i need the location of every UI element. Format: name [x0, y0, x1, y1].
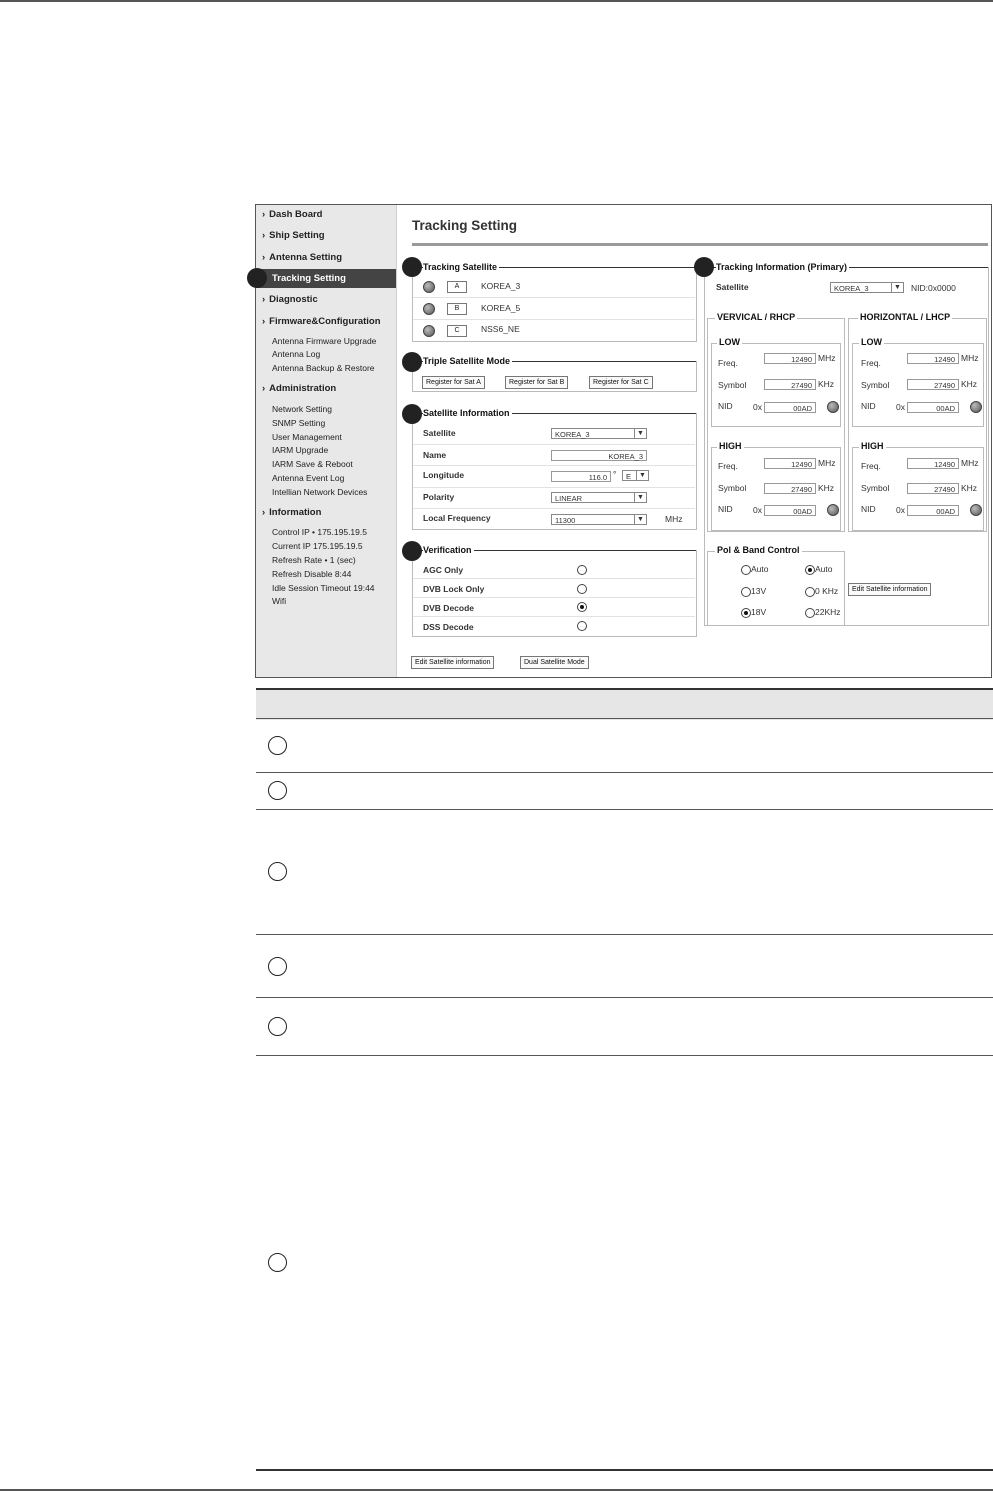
tracking-nid: NID:0x0000 [911, 283, 956, 293]
callout-marker [694, 257, 714, 277]
table-row-divider [256, 997, 993, 998]
horizontal-low-symbol-input[interactable]: 27490 [907, 379, 959, 390]
verification-option-label: AGC Only [423, 565, 464, 575]
table-bottom-rule [256, 1469, 993, 1471]
nav-intellian-network-devices[interactable]: Intellian Network Devices [272, 487, 368, 497]
row-number-circle [268, 781, 287, 800]
chevron-down-icon: ▼ [634, 429, 646, 438]
symbol-unit: KHz [961, 483, 978, 493]
verification-heading: Verification [423, 545, 472, 555]
satellite-label: Satellite [423, 428, 456, 438]
vertical-low-nid-input[interactable]: 00AD [764, 402, 816, 413]
vertical-low-symbol-input[interactable]: 27490 [764, 379, 816, 390]
band-option-label: Auto [815, 564, 833, 574]
triple-satellite-mode-heading: Triple Satellite Mode [423, 356, 511, 366]
row-number-circle [268, 862, 287, 881]
table-row-divider [256, 718, 993, 719]
chevron-right-icon: › [262, 383, 266, 394]
local-frequency-label: Local Frequency [423, 513, 491, 523]
dss-decode-radio[interactable] [577, 621, 587, 631]
callout-marker [402, 404, 422, 424]
tracking-satellite-label: Satellite [716, 282, 749, 292]
freq-label: Freq. [718, 358, 738, 368]
status-lamp-icon [827, 504, 839, 516]
freq-unit: MHz [818, 458, 836, 468]
callout-marker [402, 257, 422, 277]
row-number-circle [268, 1253, 287, 1272]
callout-marker [402, 541, 422, 561]
pol-18v-radio[interactable] [741, 608, 751, 618]
nid-label: NID [861, 401, 876, 411]
chevron-right-icon: › [262, 294, 266, 305]
horizontal-low-freq-input[interactable]: 12490 [907, 353, 959, 364]
dual-satellite-mode-button[interactable]: Dual Satellite Mode [520, 656, 589, 669]
vertical-high-title: HIGH [719, 441, 742, 451]
row-divider [413, 297, 695, 298]
tracking-satellite-select[interactable]: KOREA_3 ▼ [830, 282, 904, 293]
table-row-divider [256, 934, 993, 935]
nav-diagnostic[interactable]: › Diagnostic [262, 294, 318, 305]
table-row-divider [256, 1055, 993, 1056]
nav-firmware-configuration[interactable]: › Firmware&Configuration [262, 316, 381, 327]
band-0khz-radio[interactable] [805, 587, 815, 597]
vertical-high-symbol-input[interactable]: 27490 [764, 483, 816, 494]
dvb-lock-only-radio[interactable] [577, 584, 587, 594]
pol-option-label: 18V [751, 607, 767, 617]
chevron-right-icon: › [262, 507, 266, 518]
row-number-circle [268, 957, 287, 976]
symbol-label: Symbol [718, 483, 747, 493]
row-divider [413, 578, 695, 579]
status-lamp-icon [423, 303, 435, 315]
nav-iarm-save-reboot[interactable]: IARM Save & Reboot [272, 459, 353, 469]
row-divider [413, 319, 695, 320]
band-option-label: 22KHz [815, 607, 841, 617]
status-lamp-icon [423, 281, 435, 293]
local-frequency-select[interactable]: 11300 ▼ [551, 514, 647, 525]
info-wifi[interactable]: Wifi [272, 596, 287, 606]
chevron-down-icon: ▼ [634, 515, 646, 524]
verification-option-label: DSS Decode [423, 622, 474, 632]
row-divider [413, 508, 695, 509]
polarity-label: Polarity [423, 492, 455, 502]
register-sat-b-button[interactable]: Register for Sat B [505, 376, 568, 389]
page-top-rule [0, 0, 993, 2]
nav-dash-board[interactable]: › Dash Board [262, 209, 323, 220]
chevron-right-icon: › [262, 316, 266, 327]
nav-antenna-log[interactable]: Antenna Log [272, 349, 321, 359]
vertical-low-title: LOW [719, 337, 740, 347]
info-current-ip: Current IP 175.195.19.5 [272, 541, 363, 551]
horizontal-low-title: LOW [861, 337, 882, 347]
vertical-high-freq-input[interactable]: 12490 [764, 458, 816, 469]
nav-information[interactable]: › Information [262, 507, 322, 518]
pol-13v-radio[interactable] [741, 587, 751, 597]
row-divider [413, 616, 695, 617]
freq-unit: MHz [961, 458, 979, 468]
verification-option-label: DVB Decode [423, 603, 475, 613]
name-input[interactable]: KOREA_3 [551, 450, 647, 461]
horizontal-high-nid-input[interactable]: 00AD [907, 505, 959, 516]
satellite-select[interactable]: KOREA_3 ▼ [551, 428, 647, 439]
vertical-rhcp-title: VERVICAL / RHCP [717, 312, 796, 322]
edit-satellite-information-button-right[interactable]: Edit Satellite information [848, 583, 931, 596]
edit-satellite-information-button[interactable]: Edit Satellite information [411, 656, 494, 669]
dvb-decode-radio[interactable] [577, 602, 587, 612]
nid-prefix: 0x [753, 505, 762, 515]
nav-antenna-firmware-upgrade[interactable]: Antenna Firmware Upgrade [272, 336, 377, 346]
title-divider [412, 243, 988, 246]
band-22khz-radio[interactable] [805, 608, 815, 618]
info-idle-session-timeout: Idle Session Timeout 19:44 [272, 583, 375, 593]
sat-a-button[interactable]: A [447, 281, 467, 293]
pol-band-control-title: Pol & Band Control [717, 545, 800, 555]
horizontal-lhcp-title: HORIZONTAL / LHCP [860, 312, 951, 322]
vertical-low-freq-input[interactable]: 12490 [764, 353, 816, 364]
symbol-unit: KHz [818, 483, 835, 493]
band-auto-radio[interactable] [805, 565, 815, 575]
sidebar [256, 205, 397, 677]
chevron-down-icon: ▼ [634, 493, 646, 502]
nid-prefix: 0x [896, 505, 905, 515]
degree-symbol: ° [613, 469, 617, 479]
row-number-circle [268, 736, 287, 755]
row-divider [413, 465, 695, 466]
status-lamp-icon [970, 504, 982, 516]
freq-unit: MHz [961, 353, 979, 363]
nav-iarm-upgrade[interactable]: IARM Upgrade [272, 445, 329, 455]
band-option-label: 0 KHz [815, 586, 839, 596]
info-refresh-rate: Refresh Rate • 1 (sec) [272, 555, 356, 565]
callout-marker [247, 268, 267, 288]
longitude-label: Longitude [423, 470, 465, 480]
main-content [397, 205, 991, 677]
symbol-label: Symbol [861, 380, 890, 390]
chevron-down-icon: ▼ [636, 471, 648, 480]
chevron-right-icon: › [262, 209, 266, 220]
page-title: Tracking Setting [412, 218, 518, 233]
symbol-label: Symbol [718, 380, 747, 390]
nav-network-setting[interactable]: Network Setting [272, 404, 332, 414]
row-divider [413, 444, 695, 445]
hemisphere-select[interactable]: E ▼ [622, 470, 649, 481]
name-label: Name [423, 450, 447, 460]
nav-antenna-setting[interactable]: › Antenna Setting [262, 252, 343, 263]
nid-label: NID [718, 504, 733, 514]
nav-tracking-setting[interactable]: Tracking Setting [256, 269, 396, 288]
freq-label: Freq. [861, 461, 881, 471]
info-refresh-disable: Refresh Disable 8:44 [272, 569, 352, 579]
horizontal-high-symbol-input[interactable]: 27490 [907, 483, 959, 494]
longitude-input[interactable]: 116.0 [551, 471, 611, 482]
nav-antenna-event-log[interactable]: Antenna Event Log [272, 473, 345, 483]
nav-administration[interactable]: › Administration [262, 383, 337, 394]
sat-b-button[interactable]: B [447, 303, 467, 315]
vertical-high-nid-input[interactable]: 00AD [764, 505, 816, 516]
table-row-divider [256, 772, 993, 773]
row-number-circle [268, 1017, 287, 1036]
nav-ship-setting[interactable]: › Ship Setting [262, 230, 325, 241]
page-bottom-rule [0, 1489, 993, 1491]
freq-label: Freq. [718, 461, 738, 471]
nid-prefix: 0x [753, 402, 762, 412]
nav-antenna-backup-restore[interactable]: Antenna Backup & Restore [272, 363, 375, 373]
callout-marker [402, 352, 422, 372]
symbol-unit: KHz [818, 379, 835, 389]
symbol-label: Symbol [861, 483, 890, 493]
chevron-right-icon: › [262, 252, 266, 263]
tracking-information-heading: Tracking Information (Primary) [716, 262, 848, 272]
sat-a-name: KOREA_3 [481, 281, 521, 291]
tracking-satellite-heading: Tracking Satellite [423, 262, 498, 272]
table-header [256, 688, 993, 720]
status-lamp-icon [970, 401, 982, 413]
horizontal-high-title: HIGH [861, 441, 884, 451]
symbol-unit: KHz [961, 379, 978, 389]
pol-option-label: Auto [751, 564, 769, 574]
status-lamp-icon [423, 325, 435, 337]
local-frequency-unit: MHz [665, 514, 683, 524]
nav-snmp-setting[interactable]: SNMP Setting [272, 418, 326, 428]
row-divider [413, 597, 695, 598]
sat-c-name: NSS6_NE [481, 324, 520, 334]
nid-label: NID [861, 504, 876, 514]
sat-c-button[interactable]: C [447, 325, 467, 337]
register-sat-a-button[interactable]: Register for Sat A [422, 376, 485, 389]
screenshot-frame [255, 204, 992, 678]
pol-option-label: 13V [751, 586, 767, 596]
register-sat-c-button[interactable]: Register for Sat C [589, 376, 653, 389]
sat-b-name: KOREA_5 [481, 303, 521, 313]
nav-user-management[interactable]: User Management [272, 432, 342, 442]
table-row-divider [256, 809, 993, 810]
verification-option-label: DVB Lock Only [423, 584, 485, 594]
info-control-ip: Control IP • 175.195.19.5 [272, 527, 367, 537]
chevron-down-icon: ▼ [891, 283, 903, 292]
chevron-right-icon: › [262, 230, 266, 241]
polarity-select[interactable]: LINEAR ▼ [551, 492, 647, 503]
nid-label: NID [718, 401, 733, 411]
agc-only-radio[interactable] [577, 565, 587, 575]
freq-unit: MHz [818, 353, 836, 363]
status-lamp-icon [827, 401, 839, 413]
row-divider [413, 487, 695, 488]
freq-label: Freq. [861, 358, 881, 368]
horizontal-high-freq-input[interactable]: 12490 [907, 458, 959, 469]
horizontal-low-nid-input[interactable]: 00AD [907, 402, 959, 413]
satellite-information-heading: Satellite Information [423, 408, 510, 418]
nid-prefix: 0x [896, 402, 905, 412]
pol-auto-radio[interactable] [741, 565, 751, 575]
